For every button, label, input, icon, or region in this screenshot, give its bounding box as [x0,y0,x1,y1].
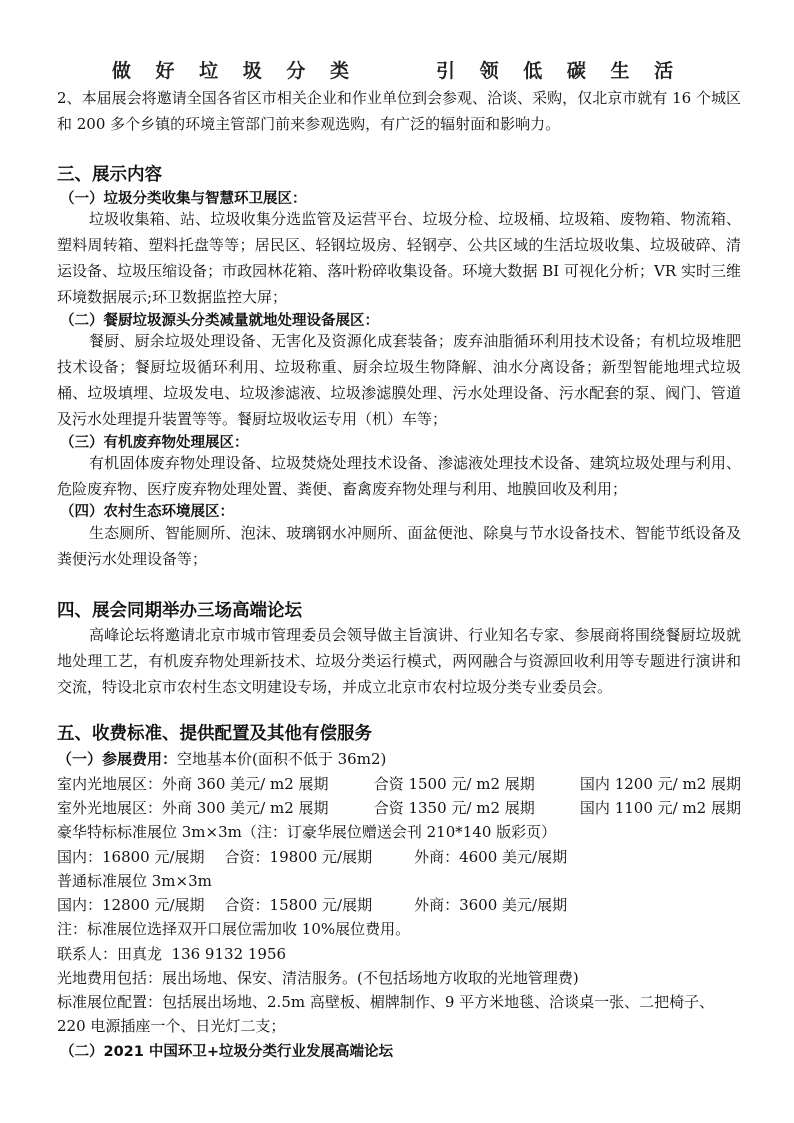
space-fee-line: 光地费用包括：展出场地、保安、清洁服务。(不包括场地方收取的光地管理费) [57,969,579,987]
outdoor-joint: 合资 1350 元/ m2 展期 [373,799,535,817]
contact-line: 联系人：田真龙 136 9132 1956 [57,945,287,963]
section-3-sub4-text: 生态厕所、智能厕所、泡沫、玻璃钢水冲厕所、面盆便池、除臭与节水设备技术、智能节纸设备及粪便污水处理设备等； [57,524,741,568]
indoor-domestic: 国内 1200 元/ m2 展期 [579,775,741,793]
luxury-booth-title: 豪华特标标准展位 3m×3m（注：订豪华展位赠送会刊 210*140 版彩页） [57,823,557,841]
section-3-sub2-text: 餐厨、厨余垃圾处理设备、无害化及资源化成套装备；废弃油脂循环利用技术设备；有机垃圾堆肥技术设备；餐厨垃圾循环利用、垃圾称重、厨余垃圾生物降解、油水分离设备；新型智能地埋式垃圾桶、垃圾填埋、垃圾发电、垃圾渗滤液、垃圾渗滤膜处理、污水处理设备、污水配套的泵、阀门、管道及污水处理提升装置等等。餐厨垃圾收运专用（机）车等； [57,332,741,428]
standard-booth-title: 普通标准展位 3m×3m [57,872,212,890]
section-3-sub1-title: （一）垃圾分类收集与智慧环卫展区： [60,191,307,207]
section-3-sub4-title: （四）农村生态环境展区： [60,504,234,520]
section-4-heading: 四、展会同期举办三场高端论坛 [57,601,302,621]
indoor-joint: 合资 1500 元/ m2 展期 [373,775,535,793]
luxury-domestic: 国内：16800 元/展期 [57,848,205,866]
outdoor-price-row [57,797,741,818]
fee-line [57,748,386,769]
luxury-joint: 合资：19800 元/展期 [224,848,373,866]
indoor-price-row [57,773,741,794]
section-3-sub3-title: （三）有机废弃物处理展区： [60,435,249,451]
section-3-sub2-title: （二）餐厨垃圾源头分类减量就地处理设备展区： [60,313,379,329]
outdoor-domestic: 国内 1100 元/ m2 展期 [579,799,741,817]
standard-config-line-1: 标准展位配置：包括展出场地、2.5m 高壁板、楣牌制作、9 平方米地毯、洽谈桌一张、二把椅子、 [57,993,715,1011]
standard-price-row [57,894,567,915]
section-5-heading: 五、收费标准、提供配置及其他有偿服务 [57,724,372,744]
page-title: 做 好 垃 圾 分 类 引 领 低 碳 生 活 [111,60,683,82]
section-3-heading: 三、展示内容 [57,165,162,185]
forum-subsection-title: （二）2021 中国环卫+垃圾分类行业发展高端论坛 [60,1044,394,1060]
luxury-foreign: 外商：4600 美元/展期 [414,848,568,866]
standard-foreign: 外商：3600 美元/展期 [414,896,568,914]
indoor-foreign: 室内光地展区：外商 360 美元/ m2 展期 [57,775,329,793]
luxury-price-row [57,846,567,867]
standard-domestic: 国内：12800 元/展期 [57,896,205,914]
section-3-sub1-text: 垃圾收集箱、站、垃圾收集分选监管及运营平台、垃圾分检、垃圾桶、垃圾箱、废物箱、物流箱、塑料周转箱、塑料托盘等等；居民区、轻钢垃圾房、轻钢亭、公共区域的生活垃圾收集、垃圾破碎、清运设备、垃圾压缩设备；市政园林花箱、落叶粉碎收集设备。环境大数据 BI 可视化分析；VR 实时三维环境数据展示;环卫数据监控大屏； [57,210,741,306]
section-3-sub3-text: 有机固体废弃物处理设备、垃圾焚烧处理技术设备、渗滤液处理技术设备、建筑垃圾处理与利用、危险废弃物、医疗废弃物处理处置、粪便、畜禽废弃物处理与利用、地膜回收及利用； [57,454,741,498]
section-4-text: 高峰论坛将邀请北京市城市管理委员会领导做主旨演讲、行业知名专家、参展商将围绕餐厨垃圾就地处理工艺，有机废弃物处理新技术、垃圾分类运行模式，两网融合与资源回收利用等专题进行演讲和交流，特设北京市农村生态文明建设专场，并成立北京市农村垃圾分类专业委员会。 [57,626,741,696]
fee-text: 空地基本价(面积不低于 36m2) [177,750,387,768]
outdoor-foreign: 室外光地展区：外商 300 美元/ m2 展期 [57,799,329,817]
fee-label: （一）参展费用： [57,750,178,768]
standard-joint: 合资：15800 元/展期 [224,896,373,914]
standard-config-line-2: 220 电源插座一个、日光灯二支； [57,1017,286,1035]
intro-paragraph-2: 2、本届展会将邀请全国各省区市相关企业和作业单位到会参观、洽谈、采购，仅北京市就有 16 个城区和 200 多个乡镇的环境主管部门前来参观选购，有广泛的辐射面和影响力。 [57,89,741,133]
double-opening-note: 注：标准展位选择双开口展位需加收 10%展位费用。 [57,920,411,938]
